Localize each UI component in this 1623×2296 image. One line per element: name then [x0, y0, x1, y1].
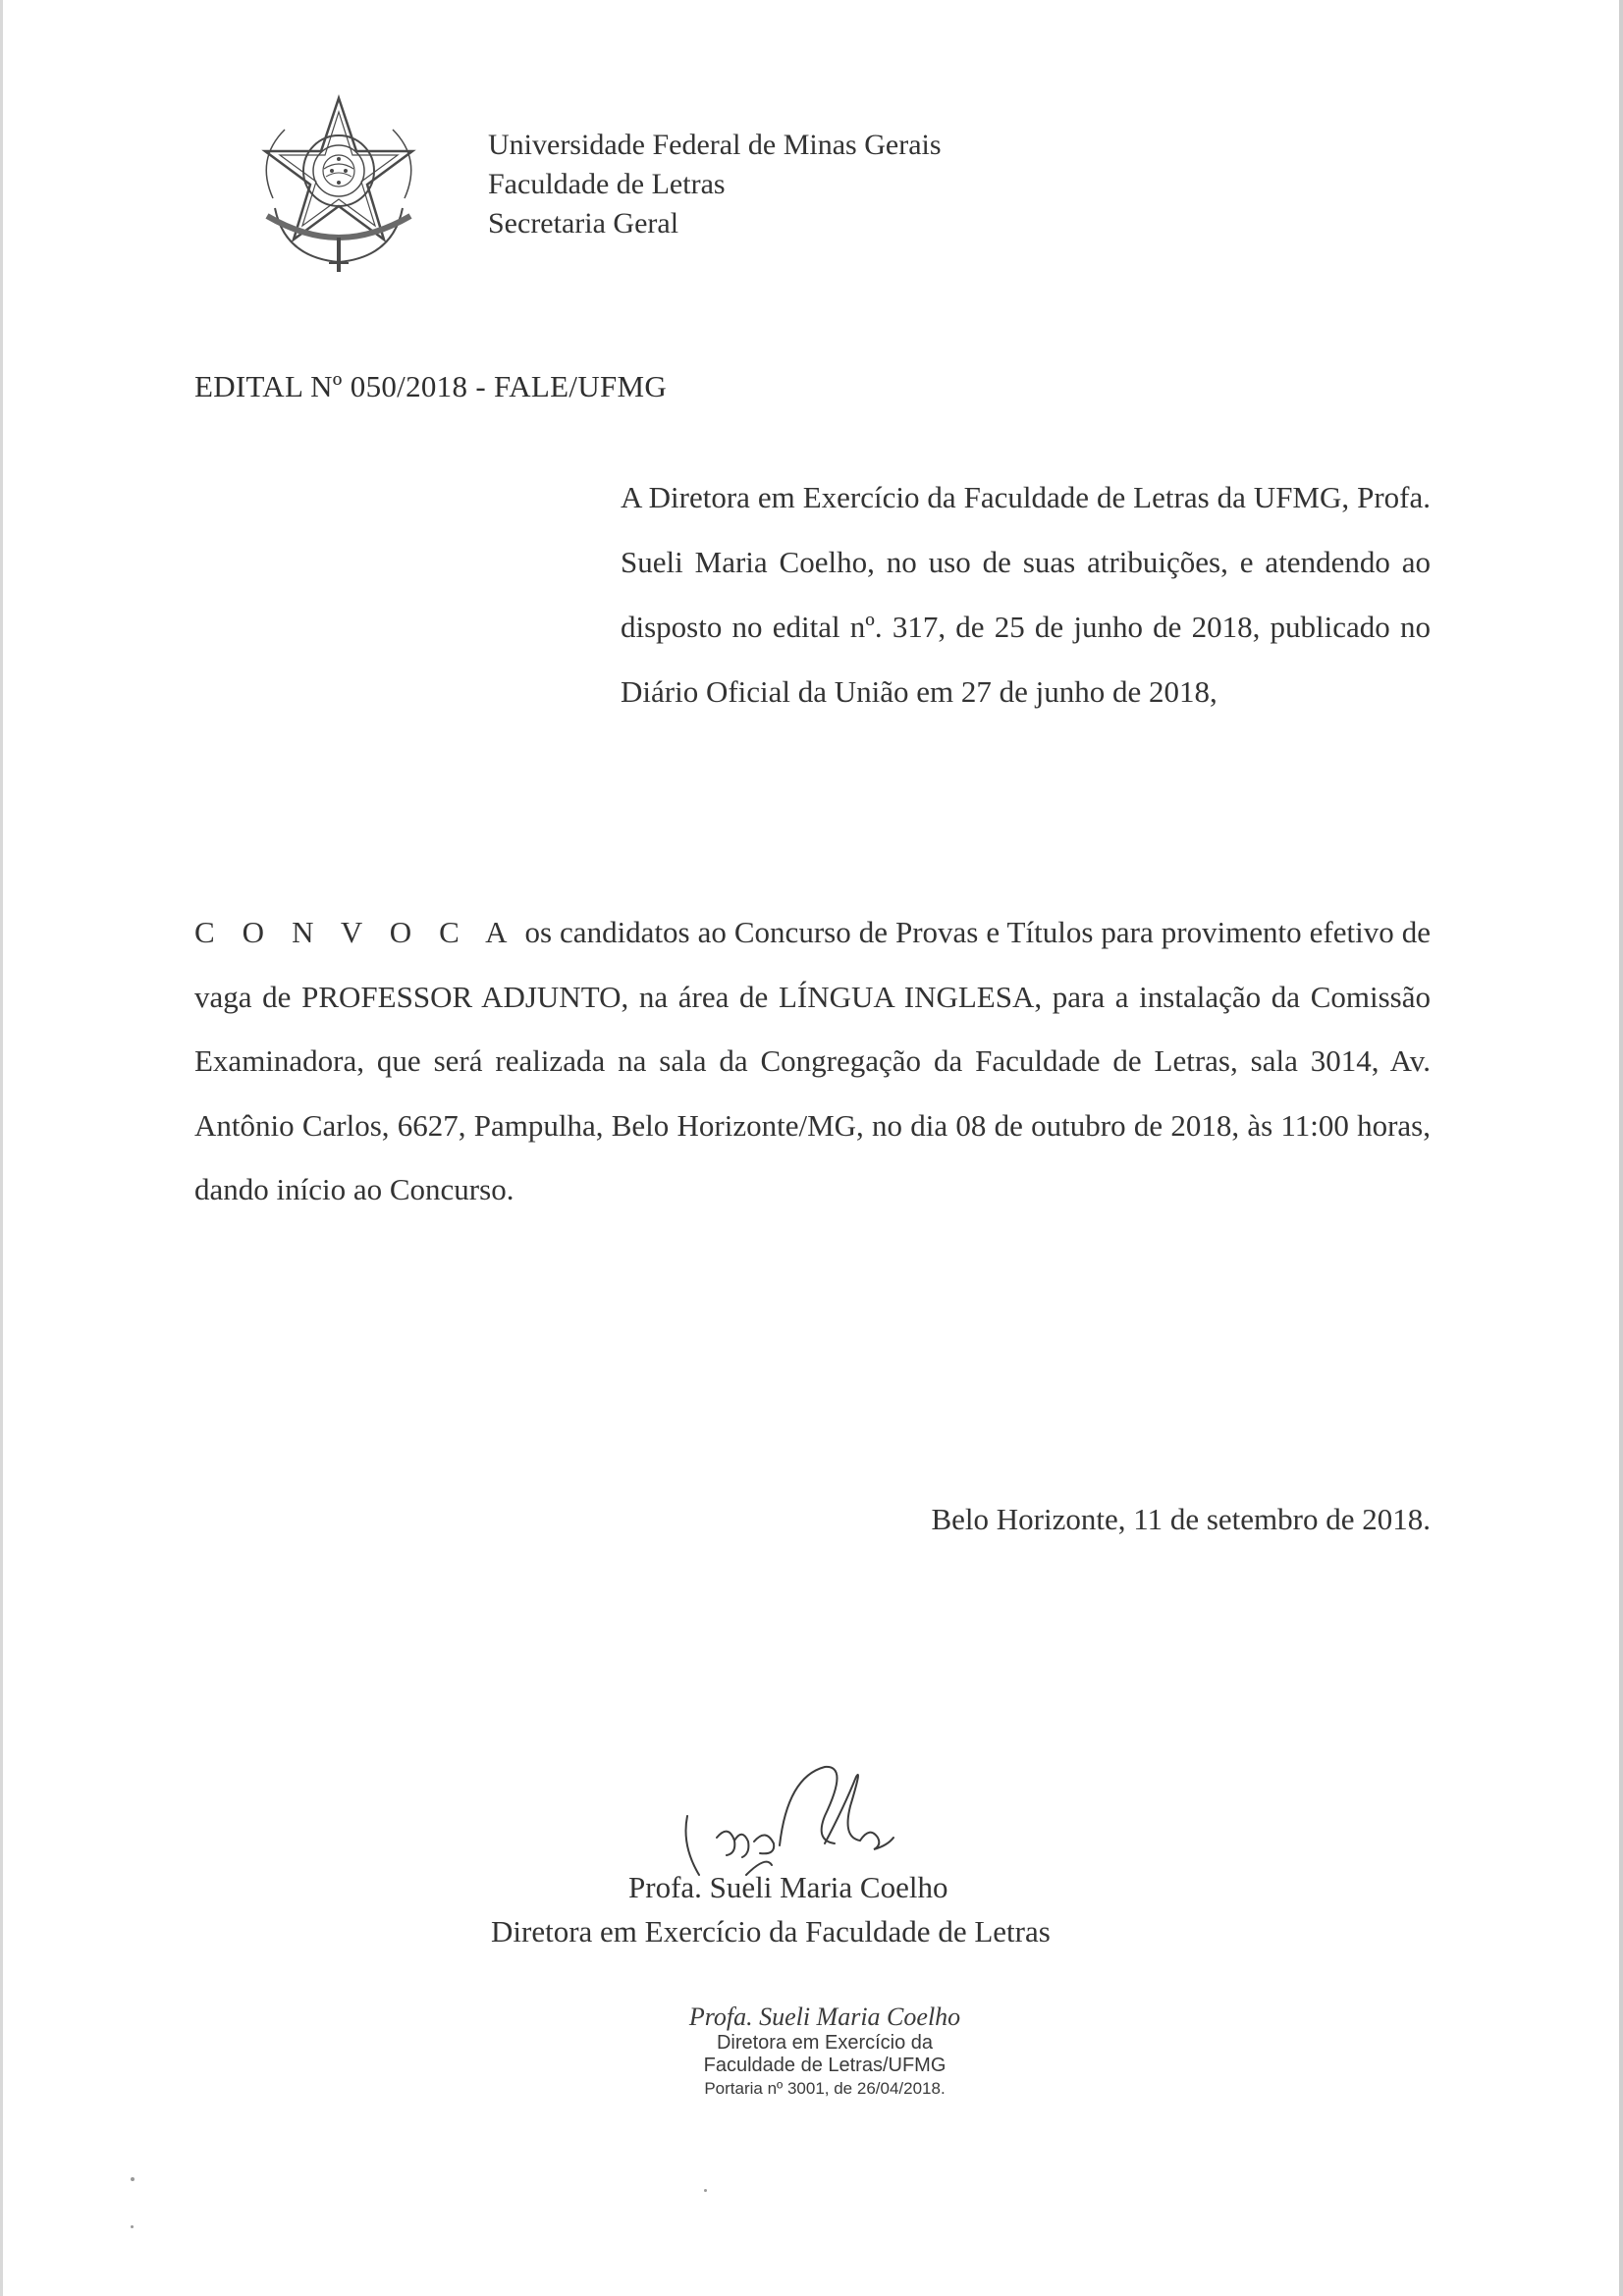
place-and-date: Belo Horizonte, 11 de setembro de 2018.: [931, 1502, 1431, 1536]
edital-title: EDITAL Nº 050/2018 - FALE/UFMG: [194, 369, 668, 403]
stamp-line-faculty: Faculdade de Letras/UFMG: [703, 2055, 947, 2076]
scan-speck: [131, 2177, 135, 2181]
convocation-text: os candidatos ao Concurso de Provas e Títulos para provimento efetivo de vaga de PROFESSOR ADJUNTO, na área de LÍNGUA INGLESA, para a instalação da Comissão Examinadora, que será realizada na sala da Congregação da Faculdade de Letras, sala 3014, Av. Antônio Carlos, 6627, Pampulha, Belo Horizonte/MG, no dia 08 de outubro de 2018, às 11:00 horas, dando início ao Concurso.: [194, 915, 1431, 1206]
signatory-role: Diretora em Exercício da Faculdade de Letras: [491, 1914, 1051, 1949]
stamp-line-role: Diretora em Exercício da: [716, 2032, 934, 2054]
university-name: Universidade Federal de Minas Gerais: [488, 129, 942, 161]
scan-speck: [704, 2189, 707, 2192]
stamp-line-portaria: Portaria nº 3001, de 26/04/2018.: [704, 2079, 946, 2098]
signatory-name: Profa. Sueli Maria Coelho: [628, 1870, 948, 1904]
scan-edge-left: [0, 0, 3, 2296]
stamp-name: Profa. Sueli Maria Coelho: [688, 2002, 961, 2031]
intro-paragraph: A Diretora em Exercício da Faculdade de Letras da UFMG, Profa. Sueli Maria Coelho, no uso de suas atribuições, e atendendo ao disposto no edital nº. 317, de 25 de junho de 2018, publicado no Diário Oficial da União em 27 de junho de 2018,: [621, 480, 1431, 709]
department-name: Secretaria Geral: [488, 207, 679, 240]
convocation-paragraph: [194, 900, 1431, 1222]
official-stamp: [668, 2002, 982, 2100]
scan-speck: [131, 2225, 134, 2228]
institution-header: [488, 126, 942, 243]
faculty-name: Faculdade de Letras: [488, 168, 726, 200]
coat-of-arms-seal-icon: [245, 90, 432, 277]
convoca-word: C O N V O C A: [194, 915, 517, 949]
scan-edge-right: [1619, 0, 1623, 2296]
